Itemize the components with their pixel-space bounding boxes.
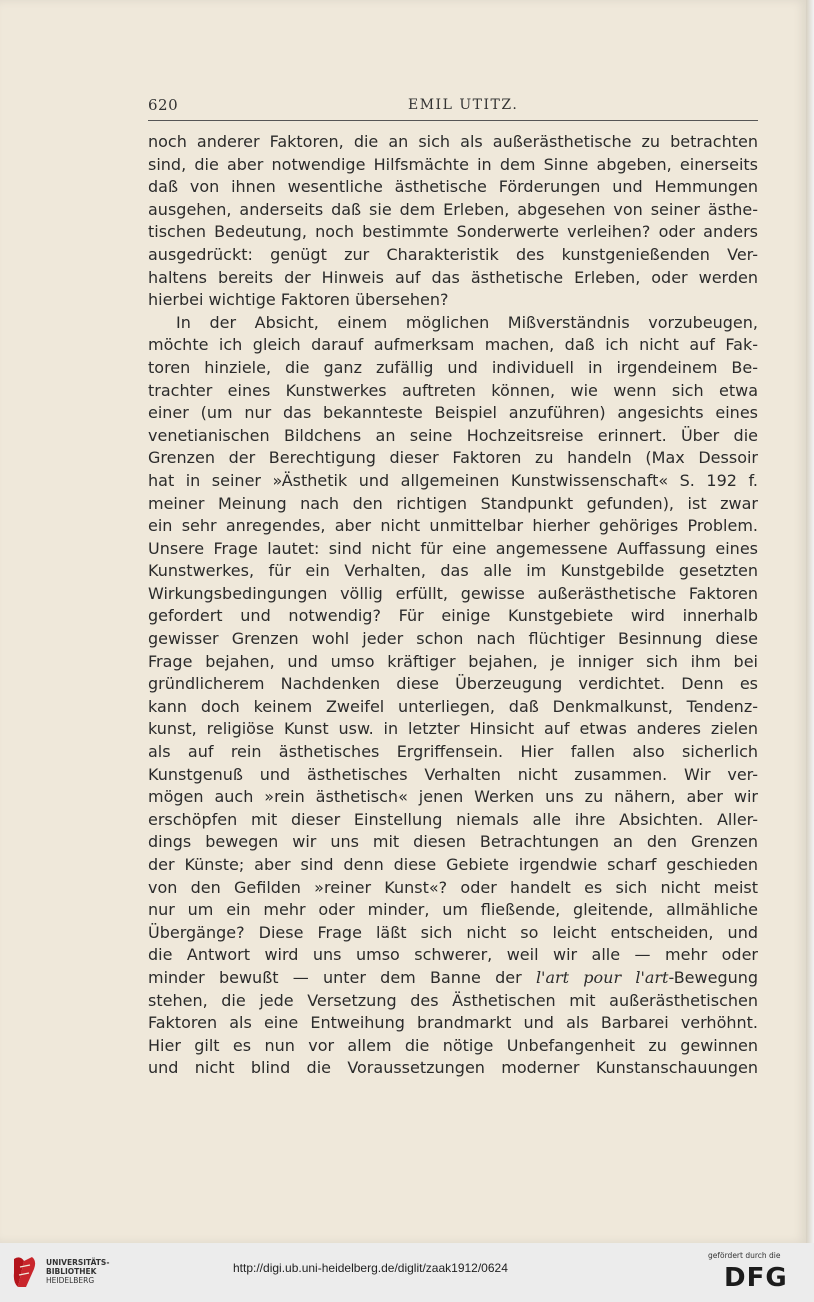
library-name-line: HEIDELBERG	[46, 1276, 95, 1285]
viewer-footer	[0, 1243, 814, 1302]
text-line: trachter eines Kunstwerkes auftreten können, wie wenn sich etwa	[148, 380, 758, 400]
permalink[interactable]: http://digi.ub.uni-heidelberg.de/diglit/zaak1912/0624	[233, 1261, 508, 1275]
text-line: mögen auch »rein ästhetisch« jenen Werken uns zu nähern, aber wir	[148, 787, 758, 807]
text-segment: minder bewußt — unter dem Banne der	[148, 967, 522, 987]
text-line: kann doch keinem Zweifel unterliegen, daß Denkmalkunst, Tendenz-	[148, 696, 758, 716]
text-line: gründlicherem Nachdenken diese Überzeugung verdichtet. Denn es	[148, 674, 758, 694]
text-line: Faktoren als eine Entweihung brandmarkt und als Barbarei verhöhnt.	[148, 1013, 758, 1033]
text-line: Kunstwerkes, für ein Verhalten, das alle im Kunstgebilde gesetzten	[148, 561, 758, 581]
text-line: ausgehen, anderseits daß sie dem Erleben, abgesehen von seiner ästhe-	[148, 199, 758, 219]
text-line: gewisser Grenzen wohl jeder schon nach flüchtiger Besinnung diese	[148, 629, 758, 649]
text-segment: -Bewegung	[668, 967, 759, 987]
text-line: und nicht blind die Voraussetzungen moderner Kunstanschauungen	[148, 1058, 758, 1078]
text-line: Frage bejahen, und umso kräftiger bejahen, je inniger sich ihm bei	[148, 651, 758, 671]
dfg-logo: DFG	[724, 1263, 788, 1293]
text-line: sind, die aber notwendige Hilfsmächte in dem Sinne abgeben, einerseits	[148, 154, 758, 174]
text-line: Unsere Frage lautet: sind nicht für eine angemessene Auffassung eines	[148, 538, 758, 558]
running-head-author: EMIL UTITZ.	[408, 97, 519, 113]
text-line: toren hinziele, die ganz zufällig und individuell in irgendeinem Be-	[148, 357, 758, 377]
running-head	[148, 96, 758, 121]
text-line: stehen, die jede Versetzung des Ästhetischen mit außerästhetischen	[148, 990, 758, 1010]
italic-phrase: l'art pour l'art	[535, 967, 669, 987]
text-line: möchte ich gleich darauf aufmerksam machen, daß ich nicht auf Fak-	[148, 335, 758, 355]
text-line: hat in seiner »Ästhetik und allgemeinen Kunstwissenschaft« S. 192 f.	[148, 470, 758, 490]
page-edge	[806, 0, 814, 1243]
text-line: einer (um nur das bekannteste Beispiel anzuführen) angesichts eines	[148, 403, 758, 423]
text-line: dings bewegen wir uns mit diesen Betrachtungen an den Grenzen	[148, 832, 758, 852]
text-line: die Antwort wird uns umso schwerer, weil wir alle — mehr oder	[148, 945, 758, 965]
text-line: als auf rein ästhetisches Ergriffensein. Hier fallen also sicherlich	[148, 742, 758, 762]
text-line-with-italic	[148, 967, 758, 990]
text-line: Kunstgenuß und ästhetisches Verhalten nicht zusammen. Wir ver-	[148, 764, 758, 784]
library-logo-icon	[10, 1253, 40, 1291]
text-line: haltens bereits der Hinweis auf das ästhetische Erleben, oder werden	[148, 267, 758, 287]
text-line: Grenzen der Berechtigung dieser Faktoren zu handeln (Max Dessoir	[148, 448, 758, 468]
text-line: hierbei wichtige Faktoren übersehen?	[148, 290, 449, 310]
library-name	[46, 1258, 109, 1285]
text-line: erschöpfen mit dieser Einstellung niemals alle ihre Absichten. Aller-	[148, 809, 758, 829]
text-line: Hier gilt es nun vor allem die nötige Unbefangenheit zu gewinnen	[148, 1035, 758, 1055]
text-line: ein sehr anregendes, aber nicht unmittelbar hierher gehöriges Problem.	[148, 516, 758, 536]
text-line: Übergänge? Diese Frage läßt sich nicht so leicht entscheiden, und	[148, 922, 758, 942]
text-line: ausgedrückt: genügt zur Charakteristik des kunstgenießenden Ver-	[148, 244, 758, 264]
library-name-line: UNIVERSITÄTS-	[46, 1258, 110, 1267]
library-name-line: BIBLIOTHEK	[46, 1267, 97, 1276]
text-line: noch anderer Faktoren, die an sich als außerästhetische zu betrachten	[148, 132, 758, 151]
text-line: meiner Meinung nach den richtigen Standpunkt gefunden), ist zwar	[148, 493, 758, 513]
text-line: der Künste; aber sind denn diese Gebiete irgendwie scharf geschieden	[148, 855, 758, 874]
text-line: venetianischen Bildchens an seine Hochzeitsreise erinnert. Über die	[148, 425, 758, 445]
text-line: daß von ihnen wesentliche ästhetische Förderungen und Hemmungen	[148, 177, 758, 197]
text-line: Wirkungsbedingungen völlig erfüllt, gewisse außerästhetische Faktoren	[148, 583, 758, 603]
text-line: von den Gefilden »reiner Kunst«? oder handelt es sich nicht meist	[148, 877, 758, 897]
text-line: tischen Bedeutung, noch bestimmte Sonderwerte verleihen? oder anders	[148, 222, 758, 242]
text-line: gefordert und notwendig? Für einige Kunstgebiete wird innerhalb	[148, 606, 758, 626]
page-number: 620	[148, 96, 179, 114]
text-line: In der Absicht, einem möglichen Mißverständnis vorzubeugen,	[176, 312, 758, 332]
body-text	[148, 131, 758, 1080]
funded-by-label: gefördert durch die	[708, 1251, 781, 1260]
text-line: kunst, religiöse Kunst usw. in letzter Hinsicht auf etwas anderes zielen	[148, 719, 758, 739]
text-line: nur um ein mehr oder minder, um fließende, gleitende, allmähliche	[148, 900, 758, 920]
